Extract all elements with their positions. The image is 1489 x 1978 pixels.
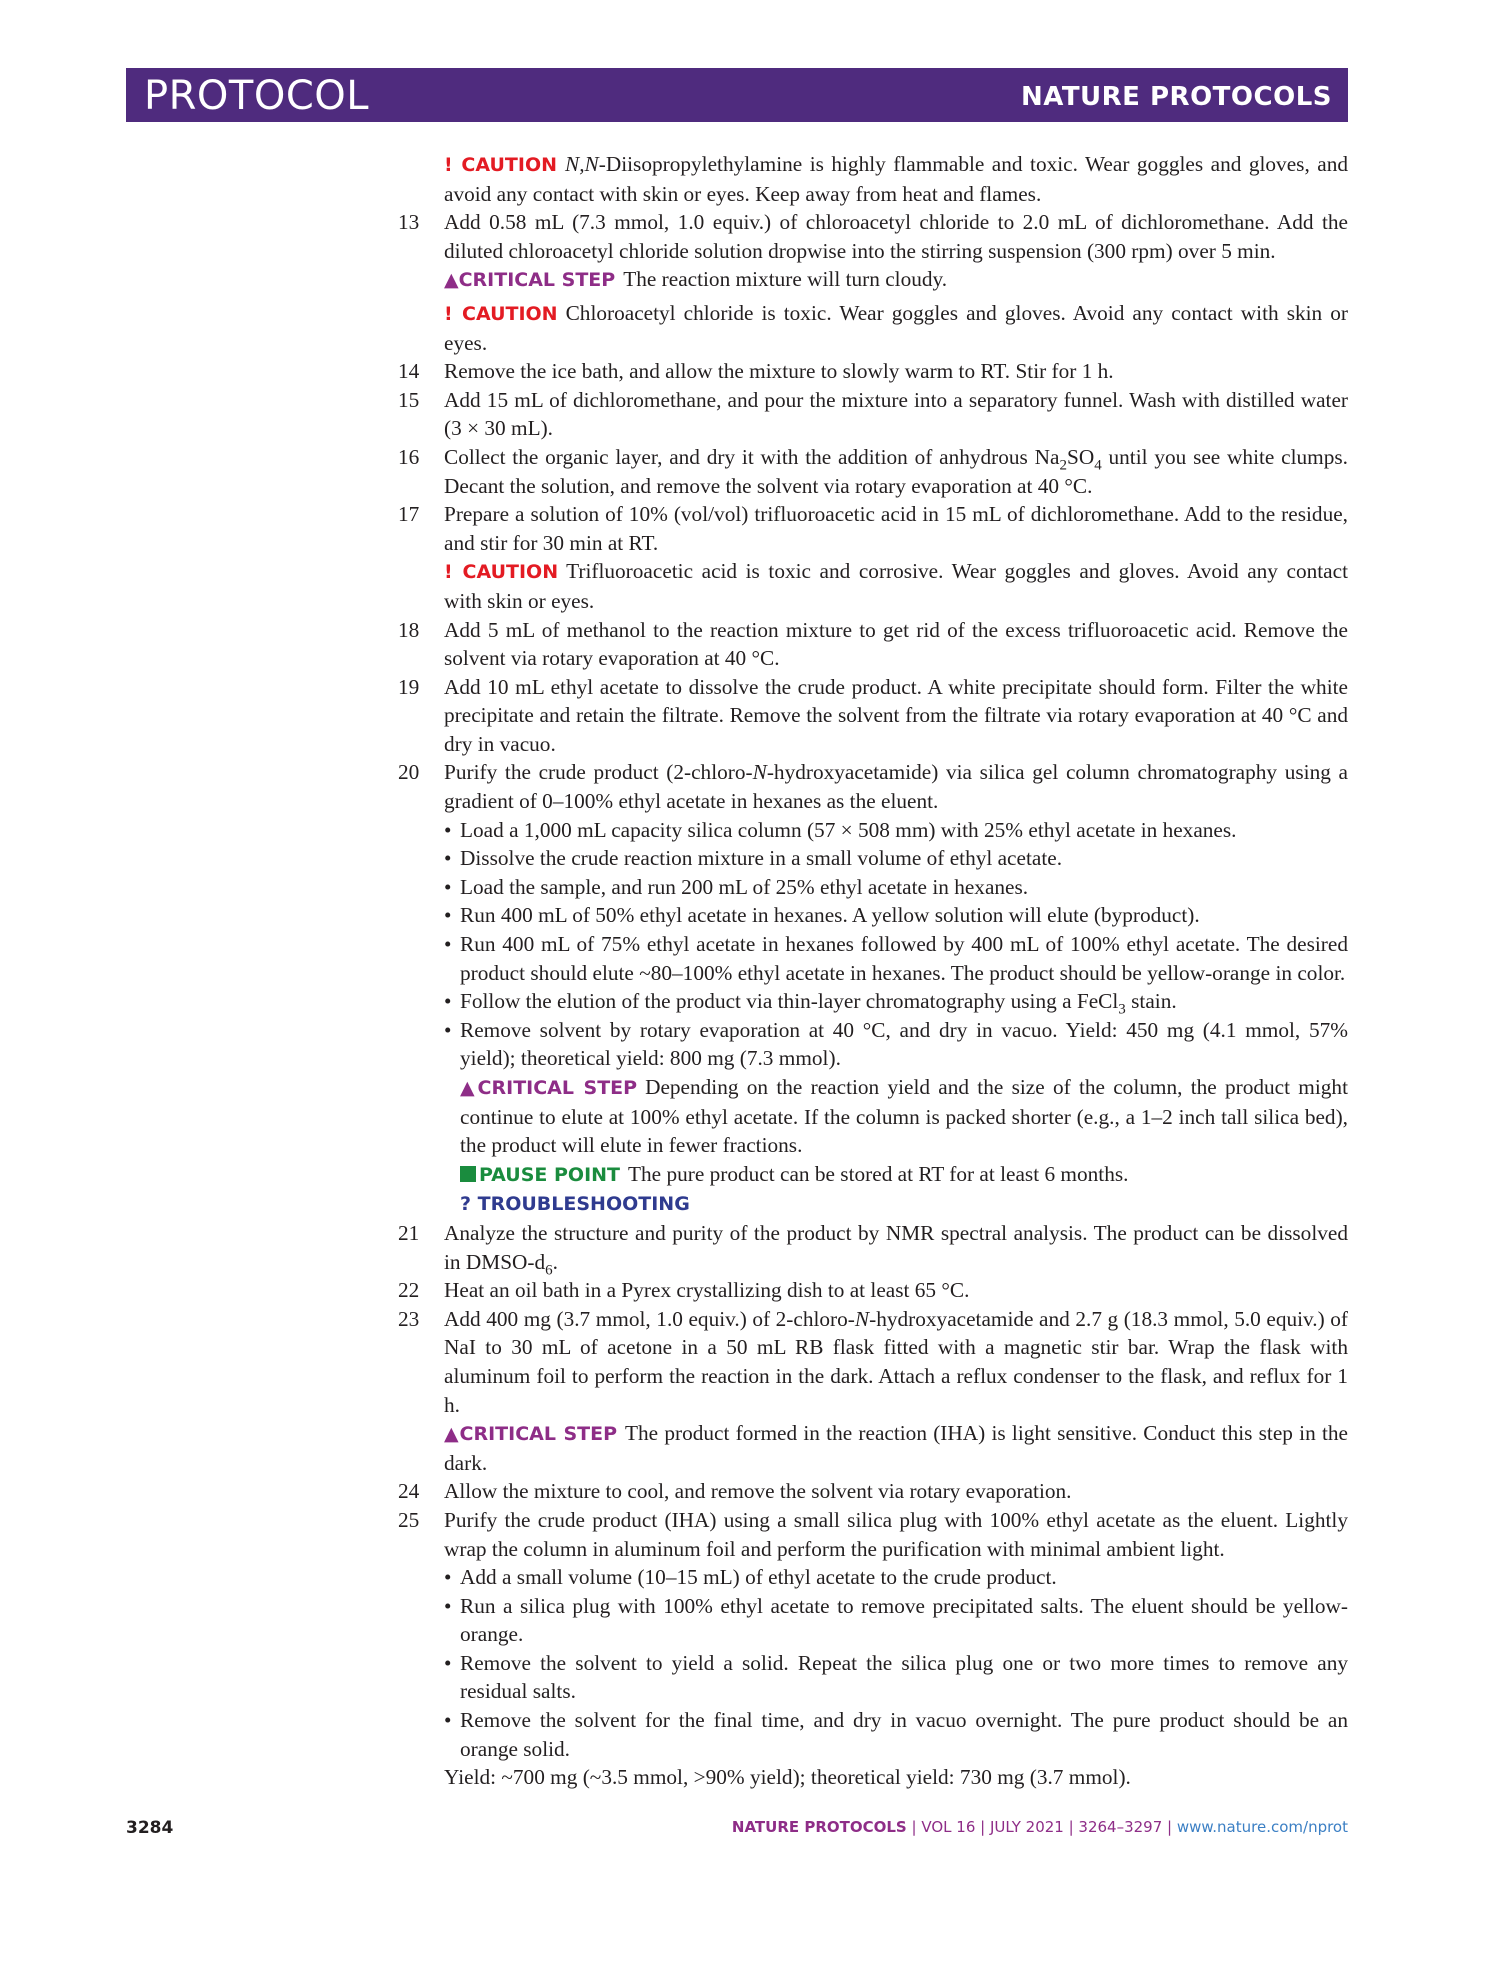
step-number: 18 — [398, 617, 420, 642]
step-text: Add 15 mL of dichloromethane, and pour the mixture into a separatory funnel. Wash with distilled water (3 × 30 mL). — [444, 387, 1348, 441]
step-text — [444, 443, 1348, 500]
text-part: -hydroxyacetamide and 2.7 g (18.3 mmol, 5.0 equiv.) of NaI to 30 mL of acetone in a 50 mL RB flask fitted with a magnetic stir bar. Wrap the flask with aluminum foil to perform the reaction in the dark. Attach a reflux condenser to the flask, and reflux for 1 h. — [444, 1306, 1348, 1417]
caution-text: N,N-Diisopropylethylamine is highly flammable and toxic. Wear goggles and gloves, and avoid any contact with skin or eyes. Keep away from heat and flames. — [444, 152, 1348, 206]
section-label: PROTOCOL — [144, 73, 370, 119]
step-text: Add 10 mL ethyl acetate to dissolve the crude product. A white precipitate should form. Filter the white precipitate and retain the filtrate. Remove the solvent from the filtrate via rotary evaporation at 40 °C and dry in vacuo. — [444, 674, 1348, 756]
step-number: 21 — [398, 1220, 420, 1245]
step-number: 24 — [398, 1479, 420, 1504]
caution-text: Chloroacetyl chloride is toxic. Wear goggles and gloves. Avoid any contact with skin or eyes. — [444, 300, 1348, 355]
bullet-icon: • — [444, 1017, 452, 1042]
caution-label: ! CAUTION — [444, 561, 559, 584]
bullet-item — [444, 873, 1348, 902]
bullet-icon: • — [444, 1593, 452, 1618]
caution-note — [444, 299, 1348, 357]
step-number: 23 — [398, 1306, 420, 1331]
step-text — [444, 1305, 1348, 1419]
text-part: Purify the crude product (2-chloro- — [444, 760, 753, 785]
bullet-text: Remove solvent by rotary evaporation at 40 °C, and dry in vacuo. Yield: 450 mg (4.1 mmol, 57% yield); theoretical yield: 800 mg (7.3 mmol). — [460, 1017, 1348, 1071]
critical-text: The product formed in the reaction (IHA) is light sensitive. Conduct this step in the dark. — [444, 1421, 1348, 1475]
bullet-icon: • — [444, 932, 452, 957]
critical-label: ▲CRITICAL STEP — [460, 1077, 638, 1099]
step-24 — [390, 1477, 1348, 1506]
pause-label: PAUSE POINT — [479, 1163, 621, 1186]
bullet-icon: • — [444, 817, 452, 842]
footer-journal: NATURE PROTOCOLS — [731, 1818, 907, 1836]
pause-note — [444, 1160, 1348, 1190]
italic-text: N — [752, 760, 767, 785]
step-14 — [390, 357, 1348, 386]
subscript: 4 — [1094, 457, 1102, 474]
journal-name: NATURE PROTOCOLS — [1020, 82, 1332, 112]
bullet-item — [444, 901, 1348, 930]
pause-square-icon — [460, 1166, 476, 1182]
bullet-text: Run 400 mL of 50% ethyl acetate in hexanes. A yellow solution will elute (byproduct). — [460, 903, 1200, 928]
text-part: Add 400 mg (3.7 mmol, 1.0 equiv.) of 2-chloro- — [444, 1306, 855, 1331]
step-text — [444, 758, 1348, 815]
caution-note — [390, 150, 1348, 208]
step-13 — [390, 208, 1348, 357]
bullet-text: Run a silica plug with 100% ethyl acetate to remove precipitated salts. The eluent should be yellow-orange. — [460, 1593, 1348, 1647]
step-20 — [390, 758, 1348, 1219]
caution-label: ! CAUTION — [444, 302, 558, 325]
step-text: Heat an oil bath in a Pyrex crystallizing dish to at least 65 °C. — [444, 1278, 970, 1303]
text-part: . — [552, 1249, 558, 1274]
caution-text: Trifluoroacetic acid is toxic and corrosive. Wear goggles and gloves. Avoid any contact with skin or eyes. — [444, 559, 1348, 613]
pause-text: The pure product can be stored at RT for at least 6 months. — [628, 1161, 1129, 1186]
step-text: Purify the crude product (IHA) using a small silica plug with 100% ethyl acetate as the eluent. Lightly wrap the column in aluminum foil and perform the purification with minimal ambient light. — [444, 1507, 1348, 1561]
step-21 — [390, 1219, 1348, 1276]
step-text: Add 5 mL of methanol to the reaction mixture to get rid of the excess trifluoroacetic acid. Remove the solvent via rotary evaporation at 40 °C. — [444, 617, 1348, 671]
bullet-item — [444, 816, 1348, 845]
step-23 — [390, 1305, 1348, 1478]
bullet-icon: • — [444, 1650, 452, 1675]
troubleshooting-note — [444, 1189, 1348, 1219]
bullet-item — [444, 844, 1348, 873]
text-part: -hydroxyacetamide) via silica gel column chromatography using a gradient of 0–100% ethyl acetate in hexanes as the eluent. — [444, 760, 1348, 814]
bullet-item — [444, 1563, 1348, 1592]
bullet-item — [444, 1706, 1348, 1763]
step-19 — [390, 673, 1348, 759]
step-number: 22 — [398, 1278, 420, 1303]
bullet-item — [444, 1649, 1348, 1706]
caution-note — [444, 557, 1348, 615]
page-number: 3284 — [126, 1818, 174, 1838]
bullet-icon: • — [444, 1565, 452, 1590]
step-number: 15 — [398, 387, 420, 412]
step-17 — [390, 500, 1348, 615]
subscript: 6 — [545, 1261, 553, 1278]
critical-label: ▲CRITICAL STEP — [444, 269, 616, 292]
bullet-item — [444, 987, 1348, 1016]
step-text: Prepare a solution of 10% (vol/vol) trifluoroacetic acid in 15 mL of dichloromethane. Add to the residue, and stir for 30 min at RT. — [444, 502, 1348, 555]
step-number: 17 — [398, 502, 420, 527]
bullet-item — [444, 930, 1348, 987]
text-part: until you see white clumps. Decant the solution, and remove the solvent via rotary evaporation at 40 °C. — [444, 444, 1348, 498]
critical-text: Depending on the reaction yield and the size of the column, the product might continue to elute at 100% ethyl acetate. If the column is packed shorter (e.g., a 1–2 inch tall silica bed), the product will elute in fewer fractions. — [460, 1075, 1348, 1158]
bullet-text: Load a 1,000 mL capacity silica column (57 × 508 mm) with 25% ethyl acetate in hexanes. — [460, 817, 1237, 842]
step-18 — [390, 616, 1348, 673]
bullet-text: Load the sample, and run 200 mL of 25% ethyl acetate in hexanes. — [460, 874, 1029, 899]
step-number: 13 — [398, 210, 420, 235]
step-text: Allow the mixture to cool, and remove the solvent via rotary evaporation. — [444, 1479, 1072, 1504]
step-25 — [390, 1506, 1348, 1792]
critical-note — [444, 1419, 1348, 1477]
step-number: 20 — [398, 760, 420, 785]
caution-label: ! CAUTION — [444, 154, 558, 176]
step-number: 14 — [398, 359, 420, 384]
protocol-steps — [390, 150, 1348, 1792]
footer-volume: | VOL 16 | JULY 2021 | 3264–3297 | — [906, 1818, 1177, 1836]
step-number: 16 — [398, 444, 420, 469]
bullet-text: Dissolve the crude reaction mixture in a small volume of ethyl acetate. — [460, 846, 1063, 871]
step-15 — [390, 386, 1348, 443]
text-part: SO — [1066, 444, 1095, 469]
step-text: Add 0.58 mL (7.3 mmol, 1.0 equiv.) of chloroacetyl chloride to 2.0 mL of dichloromethane. Add the diluted chloroacetyl chloride solution dropwise into the stirring suspension (300 rpm) over 5 min. — [444, 210, 1348, 263]
critical-note — [444, 1073, 1348, 1160]
bullet-text: Run 400 mL of 75% ethyl acetate in hexanes followed by 400 mL of 100% ethyl acetate. The desired product should elute ~80–100% ethyl acetate in hexanes. The product should be yellow-orange in color. — [460, 932, 1348, 985]
step-text: Remove the ice bath, and allow the mixture to slowly warm to RT. Stir for 1 h. — [444, 359, 1114, 384]
step-text — [444, 1219, 1348, 1276]
header-banner — [126, 68, 1348, 122]
step-22 — [390, 1276, 1348, 1305]
bullet-icon: • — [444, 846, 452, 871]
subscript: 2 — [1059, 457, 1067, 474]
step-number: 19 — [398, 674, 420, 699]
bullet-text: Remove the solvent for the final time, and dry in vacuo overnight. The pure product should be an orange solid. — [460, 1708, 1348, 1761]
bullet-item — [444, 1016, 1348, 1073]
italic-text: N — [854, 1306, 870, 1331]
bullet-icon: • — [444, 874, 452, 899]
step-16 — [390, 443, 1348, 500]
bullet-text: Follow the elution of the product via thin-layer chromatography using a FeCl — [460, 989, 1119, 1014]
critical-label: ▲CRITICAL STEP — [444, 1423, 618, 1446]
text-part: Analyze the structure and purity of the product by NMR spectral analysis. The product can be dissolved in DMSO-d — [444, 1220, 1348, 1274]
bullet-icon: • — [444, 1708, 452, 1733]
troubleshooting-link[interactable]: ? TROUBLESHOOTING — [460, 1193, 690, 1216]
subscript: 3 — [1118, 1001, 1126, 1018]
critical-note — [444, 265, 1348, 295]
critical-text: The reaction mixture will turn cloudy. — [623, 267, 948, 292]
yield-text: Yield: ~700 mg (~3.5 mmol, >90% yield); theoretical yield: 730 mg (3.7 mmol). — [444, 1765, 1131, 1790]
footer-citation — [732, 1818, 1348, 1836]
bullet-text: stain. — [1125, 989, 1177, 1014]
bullet-text: Remove the solvent to yield a solid. Repeat the silica plug one or two more times to remove any residual salts. — [460, 1650, 1348, 1704]
footer-url-link[interactable]: www.nature.com/nprot — [1176, 1818, 1348, 1836]
bullet-item — [444, 1592, 1348, 1649]
step-number: 25 — [398, 1507, 420, 1532]
bullet-text: Add a small volume (10–15 mL) of ethyl acetate to the crude product. — [460, 1565, 1057, 1590]
bullet-icon: • — [444, 989, 452, 1014]
bullet-icon: • — [444, 903, 452, 928]
text-part: Collect the organic layer, and dry it with the addition of anhydrous Na — [444, 444, 1060, 469]
